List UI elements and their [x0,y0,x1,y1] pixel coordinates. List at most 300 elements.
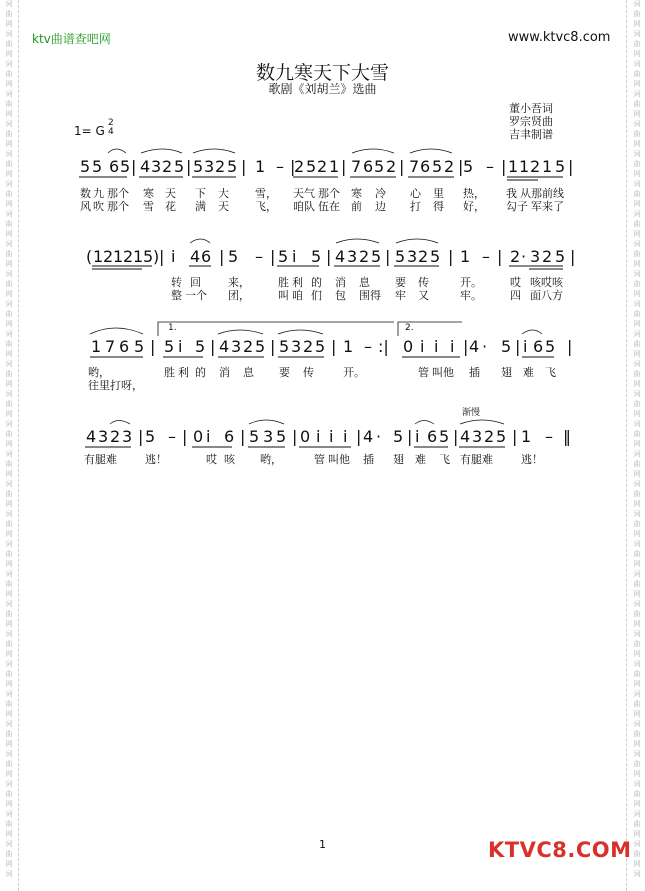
lyric-verse-2: 咱 [292,289,303,302]
watermark-glyph: 曲 [5,70,13,78]
watermark-glyph: 网 [633,740,641,748]
watermark-glyph: 网 [633,560,641,568]
watermark-glyph: 网 [633,170,641,178]
lyric-verse-1: 热， [463,187,485,200]
barline: | [159,247,165,266]
watermark-glyph: 词 [5,300,13,308]
watermark-glyph: 曲 [5,850,13,858]
score-note: 3 [231,337,242,356]
barline: | [292,427,298,446]
watermark-glyph: 曲 [5,310,13,318]
lyric-verse-1: 飞 [439,453,450,466]
lyric-verse-2: 军来了 [531,200,564,213]
watermark-glyph: 词 [633,330,641,338]
watermark-glyph: 网 [633,320,641,328]
slur [218,330,263,334]
beam-lines [79,177,566,447]
watermark-glyph: 曲 [5,430,13,438]
score-note: 5 [393,427,404,446]
first-ending-label: 1. [168,323,177,333]
lyric-verse-1: 冷 [375,187,386,200]
score-note: 5 [496,427,507,446]
watermark-glyph: 词 [5,30,13,38]
watermark-glyph: 曲 [633,550,641,558]
score-note: 4 [460,427,471,446]
watermark-glyph: 网 [633,620,641,628]
watermark-glyph: 曲 [5,190,13,198]
barline: | [497,247,503,266]
barline: | [270,337,276,356]
watermark-glyph: 词 [633,510,641,518]
lyric-verse-1: 管 [418,366,429,379]
score-note: 1 [542,157,553,176]
watermark-glyph: 词 [5,720,13,728]
score-note: 2 [303,337,314,356]
watermark-glyph: 网 [5,650,13,658]
watermark-glyph: 网 [5,170,13,178]
score-note: 5 [371,247,382,266]
lyric-verse-1: 利 [178,366,189,379]
watermark-glyph: 网 [5,440,13,448]
score-note: 5 [164,337,175,356]
watermark-glyph: 网 [5,350,13,358]
slur [278,330,323,334]
barline: | [240,427,246,446]
barline: | [448,247,454,266]
lyric-verse-1: 叫他 [432,366,454,379]
barline: | [407,427,413,446]
score-note: 2 [110,427,121,446]
lyric-verse-1: 逃！ [521,453,543,466]
lyric-verse-2: 伍在 [318,200,340,213]
lyric-verse-1: 大 [218,187,229,200]
lyric-verse-2: 边 [375,200,386,213]
watermark-glyph: 词 [5,750,13,758]
score-note: i [343,427,348,446]
lyric-verse-2: 又 [418,289,429,302]
watermark-glyph: 词 [633,60,641,68]
score-note: 3 [204,157,215,176]
watermark-glyph: 网 [5,50,13,58]
watermark-glyph: 曲 [5,10,13,18]
watermark-glyph: 网 [633,80,641,88]
lyric-verse-1: 数 [80,187,91,200]
lyric-verse-1: 回 [190,276,201,289]
watermark-glyph: 词 [5,840,13,848]
watermark-glyph: 曲 [5,610,13,618]
time-signature-denominator: 4 [108,127,114,137]
first-ending-bracket [158,322,394,336]
lyric-verse-2: 牢 [395,289,406,302]
watermark-glyph: 曲 [5,220,13,228]
watermark-glyph: 网 [633,380,641,388]
watermark-glyph: 曲 [633,220,641,228]
score-note: 2 [162,157,173,176]
score-note: · [521,247,527,266]
barline: | [326,247,332,266]
lyric-verse-1: 叫他 [328,453,350,466]
score-note: · [376,427,382,446]
watermark-glyph: 网 [633,50,641,58]
lyric-verse-1: 要 [279,366,290,379]
watermark-glyph: 词 [5,630,13,638]
barline: | [399,157,405,176]
score-note: i [329,427,334,446]
watermark-glyph: 网 [633,440,641,448]
watermark-glyph: 网 [633,410,641,418]
watermark-glyph: 词 [633,270,641,278]
lyric-verse-1: 胜 [278,276,289,289]
score-note: 5 [501,337,512,356]
watermark-glyph: 词 [5,60,13,68]
watermark-glyph: 网 [5,140,13,148]
score-note: 2 [510,247,521,266]
score-note: · [482,337,488,356]
lyric-verse-1: 逃！ [145,453,167,466]
watermark-glyph: 曲 [633,580,641,588]
score-note: 5 [195,337,206,356]
score-note: 5 [249,427,260,446]
watermark-glyph: 网 [5,410,13,418]
watermark-glyph: 曲 [633,460,641,468]
score-note: 4 [469,337,480,356]
lyric-verse-2: 面八方 [530,289,563,302]
lyric-verse-2: 团， [228,289,250,302]
arranger-credit: 吉聿制谱 [509,128,553,141]
lyric-verse-2: 风 [80,200,91,213]
watermark-glyph: 曲 [633,100,641,108]
score-note: 5 [315,337,326,356]
watermark-glyph: 网 [5,80,13,88]
lyric-verse-2: 咱队 [293,200,315,213]
score-note: i [420,337,425,356]
lyric-verse-2: 那个 [107,200,129,213]
lyric-verse-1: 寒 [351,187,362,200]
barline: | [131,157,137,176]
slur [190,239,210,243]
score-note: 4 [140,157,151,176]
slur [396,239,438,243]
lyric-verse-1: 胜 [164,366,175,379]
watermark-glyph: 词 [633,810,641,818]
lyric-verse-1: 有腿难 [460,453,493,466]
tempo-marking: 渐慢 [462,408,481,418]
watermark-glyph: 网 [5,380,13,388]
barline: | [512,427,518,446]
song-title: 数九寒天下大雪 [255,62,389,84]
lyric-verse-1: 来， [228,276,250,289]
lyric-verse-1: 翅 [501,366,512,379]
watermark-glyph: 词 [5,270,13,278]
watermark-glyph: 曲 [5,460,13,468]
score-note: 4 [335,247,346,266]
watermark-glyph: 词 [633,750,641,758]
watermark-glyph: 曲 [5,640,13,648]
lyric-verse-1: 心 [410,187,421,200]
composer-credit: 罗宗贤曲 [509,115,553,128]
score-note: 5 [227,157,238,176]
watermark-glyph: 词 [633,240,641,248]
score-note: – [255,247,263,266]
watermark-glyph: 曲 [633,160,641,168]
watermark-glyph: 网 [633,110,641,118]
watermark-glyph: 词 [633,450,641,458]
watermark-glyph: 网 [633,680,641,688]
watermark-glyph: 词 [5,870,13,878]
lyric-verse-1: 哟， [260,453,282,466]
barline: | [501,157,507,176]
score-note: 2 [418,247,429,266]
lyric-verse-1: 的 [195,366,206,379]
score-note: ( [86,247,93,266]
score-note: 5 [255,337,266,356]
barline: | [463,337,469,356]
lyricist-credit: 董小吾词 [509,102,553,115]
watermark-glyph: 网 [5,110,13,118]
key-signature: 1= G [74,124,105,138]
watermark-glyph: 曲 [633,820,641,828]
watermark-glyph: 词 [5,540,13,548]
site-url-link[interactable]: www.ktvc8.com [508,30,611,45]
watermark-glyph: 曲 [5,280,13,288]
watermark-glyph: 网 [5,590,13,598]
score-note: 5 [439,427,450,446]
lyric-verse-2: 叫 [278,289,289,302]
lyric-verse-1: 有腿难 [84,453,117,466]
watermark-glyph: 曲 [633,70,641,78]
watermark-glyph: 网 [633,710,641,718]
score-note: – [486,157,494,176]
watermark-glyph: 词 [633,30,641,38]
watermark-glyph: 曲 [633,520,641,528]
watermark-glyph: 词 [633,840,641,848]
lyric-verse-1: 息 [243,366,254,379]
score-note: 1 [113,247,124,266]
watermark-glyph: 曲 [633,760,641,768]
score-note: 6 [224,427,235,446]
lyric-verse-2: 花 [165,200,176,213]
score-note: 6 [427,427,438,446]
lyric-verse-2: 包 [335,289,346,302]
watermark-glyph: 曲 [5,400,13,408]
slur [410,149,452,153]
watermark-glyph: 词 [5,570,13,578]
score-note: 3 [407,247,418,266]
watermark-glyph: 曲 [633,10,641,18]
score-note: 3 [263,427,274,446]
watermark-glyph: 网 [633,260,641,268]
slur [90,328,143,334]
slur [249,420,284,424]
score-note: 1 [91,337,102,356]
score-note: 4 [86,427,97,446]
barline: | [570,247,576,266]
watermark-glyph: 曲 [5,580,13,588]
score-note: 5 [279,337,290,356]
score-note: 5 [174,157,185,176]
lyric-verse-2: 往里打呀， [88,379,143,392]
score-note: 5 [306,157,317,176]
watermark-glyph: 曲 [633,340,641,348]
watermark-glyph: 曲 [5,340,13,348]
lyric-verse-2: 勾子 [506,200,528,213]
score-note: 5 [374,157,385,176]
watermark-glyph: 词 [633,300,641,308]
score-note: 5 [545,337,556,356]
lyric-verse-1: 插 [469,366,480,379]
slur [522,330,542,334]
score-note: 3 [530,247,541,266]
barline: | [385,247,391,266]
watermark-glyph: 曲 [633,370,641,378]
score-note: 5 [120,157,131,176]
score-note: 2 [317,157,328,176]
watermark-glyph: 网 [633,470,641,478]
time-signature-numerator: 2 [108,118,114,128]
lyric-verse-2: 满 [195,200,206,213]
barline: | [356,427,362,446]
lyric-verse-1: 咳哎咳 [530,276,563,289]
score-note: – [276,157,284,176]
score-note: 2 [444,157,455,176]
barline: | [150,337,156,356]
lyric-verse-1: 那个 [318,187,340,200]
watermark-glyph: 词 [633,150,641,158]
score-note: 5 [311,247,322,266]
watermark-glyph: 网 [5,800,13,808]
watermark-glyph: 词 [5,210,13,218]
barline: | [341,157,347,176]
lyric-verse-1: 从 [520,187,531,200]
score-note: 7 [409,157,420,176]
watermark-glyph: 网 [633,350,641,358]
lyric-verse-1: 哎 [510,276,521,289]
lyric-verse-2: 得 [433,200,444,213]
barline: :| [378,337,389,356]
score-note: 0 [193,427,204,446]
lyric-verse-2: 一个 [185,289,207,302]
watermark-glyph: 曲 [633,850,641,858]
score-note: 5 [395,247,406,266]
page-number: 1 [319,838,326,851]
score-note: i [415,427,420,446]
watermark-glyph: 词 [5,0,13,8]
watermark-glyph: 曲 [633,790,641,798]
site-logo: KTVC8.COM [488,838,632,862]
lyric-verse-1: 哟， [88,366,110,379]
score-note: 1 [508,157,519,176]
score-note: 1 [329,157,340,176]
score-note: i [316,427,321,446]
watermark-glyph: 网 [5,230,13,238]
watermark-glyph: 曲 [633,40,641,48]
score-note: 5 [278,247,289,266]
lyric-verse-1: 天 [165,187,176,200]
watermark-glyph: 网 [5,740,13,748]
watermark-glyph: 词 [633,630,641,638]
watermark-glyph: 网 [633,20,641,28]
watermark-glyph: 词 [5,120,13,128]
watermark-glyph: 词 [5,780,13,788]
score-note: 3 [98,427,109,446]
score-note: 3 [151,157,162,176]
watermark-glyph: 词 [633,120,641,128]
watermark-glyph: 网 [5,530,13,538]
score-note: 2 [243,337,254,356]
watermark-glyph: 词 [5,420,13,428]
score-note: 5 [276,427,287,446]
watermark-glyph: 曲 [5,820,13,828]
lyric-verse-2: 飞， [255,200,277,213]
barline: | [567,337,573,356]
watermark-glyph: 词 [633,480,641,488]
watermark-glyph: 网 [633,650,641,658]
lyric-verse-1: 飞 [545,366,556,379]
watermark-glyph: 网 [633,500,641,508]
score-note: 3 [122,427,133,446]
watermark-glyph: 网 [633,590,641,598]
watermark-glyph: 网 [5,710,13,718]
score-note: 5 [145,427,156,446]
watermark-glyph: 网 [633,230,641,238]
watermark-glyph: 词 [5,660,13,668]
lyric-verse-2: 四 [510,289,521,302]
score-note: 1 [255,157,266,176]
watermark-glyph: 曲 [633,190,641,198]
score-note: 2 [359,247,370,266]
watermark-glyph: 网 [633,530,641,538]
lyric-verse-1: 管 [314,453,325,466]
score-note: 1 [93,247,104,266]
watermark-glyph: 词 [633,390,641,398]
lyric-verse-1: 开。 [460,276,482,289]
score-note: 1 [343,337,354,356]
barline: | [290,157,296,176]
lyric-verse-2: 天 [218,200,229,213]
lyric-verse-2: 雪 [143,200,154,213]
score-note: 6 [201,247,212,266]
score-note: 6 [533,337,544,356]
score-note: 5 [143,247,154,266]
lyric-verse-1: 转 [171,276,182,289]
watermark-glyph: 词 [5,360,13,368]
barline: | [515,337,521,356]
score-note: 6 [109,157,120,176]
watermark-glyph: 词 [5,810,13,818]
watermark-glyph: 词 [633,690,641,698]
slur [352,149,394,153]
site-name-link[interactable]: ktv曲谱查吧网 [32,32,111,46]
score-note: 2 [386,157,397,176]
lyric-verse-1: 里 [433,187,444,200]
slur [110,421,130,425]
watermark-glyph: 曲 [5,520,13,528]
score-note: 4 [363,427,374,446]
lyric-verse-2: 吹 [93,200,104,213]
lyric-verse-1: 哎 [206,453,217,466]
score-note: 5 [92,157,103,176]
watermark-glyph: 曲 [5,790,13,798]
barline: | [453,427,459,446]
watermark-glyph: 词 [633,570,641,578]
second-ending-label: 2. [405,323,414,333]
lyric-verse-2: 打 [410,200,421,213]
watermark-glyph: 曲 [633,490,641,498]
score-note: 5 [463,157,474,176]
barline: | [138,427,144,446]
slur [141,149,182,153]
barline: | [270,247,276,266]
